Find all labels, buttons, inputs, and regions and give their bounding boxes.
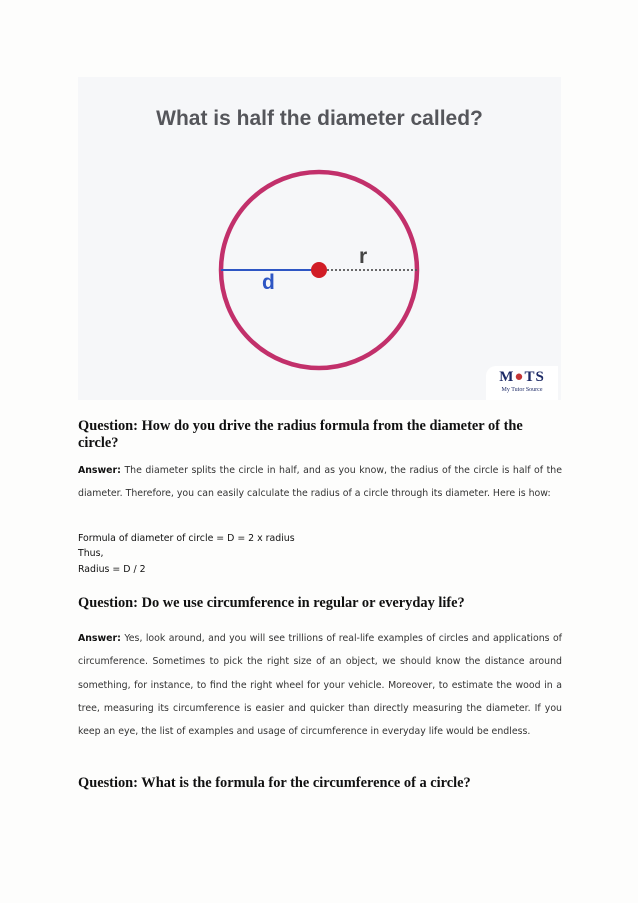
answer-radius-formula [78, 459, 562, 506]
answer-text: The diameter splits the circle in half, and as you know, the radius of the circle is half of the diameter. Therefore, you can easily calculate the radius of a circle through its diameter. Here is how: [78, 465, 563, 500]
label-d: d [262, 271, 275, 294]
diameter-figure [78, 77, 561, 400]
label-r: r [359, 245, 368, 268]
figure-title: What is half the diameter called? [156, 107, 483, 130]
formula-radius: Radius = D / 2 [78, 564, 146, 575]
formula-diameter: Formula of diameter of circle = D = 2 x radius [78, 533, 295, 544]
mts-logo: M●TS My Tutor Source [486, 366, 558, 400]
logo-subtitle: My Tutor Source [501, 387, 543, 393]
center-point [311, 262, 327, 278]
answer-circumference-everyday [78, 627, 562, 743]
answer-label: Answer: [78, 633, 121, 644]
answer-text: Yes, look around, and you will see trillions of real-life examples of circles and applications of circumference. Sometimes to pick the right size of an object, we should know the distance around something, for instance, to find the right wheel for your vehicle. Moreover, to estimate the wood in a tree, measuring its circumference is easier and quicker than directly measuring the diameter. If you keep an eye, the list of examples and usage of circumference in everyday life would be endless. [78, 633, 562, 738]
question-circumference-formula: Question: What is the formula for the circumference of a circle? [78, 775, 471, 791]
formula-thus: Thus, [78, 548, 104, 559]
question-circumference-everyday: Question: Do we use circumference in regular or everyday life? [78, 595, 465, 611]
answer-label: Answer: [78, 465, 121, 476]
question-radius-formula: Question: How do you drive the radius formula from the diameter of the circle? [78, 418, 523, 451]
